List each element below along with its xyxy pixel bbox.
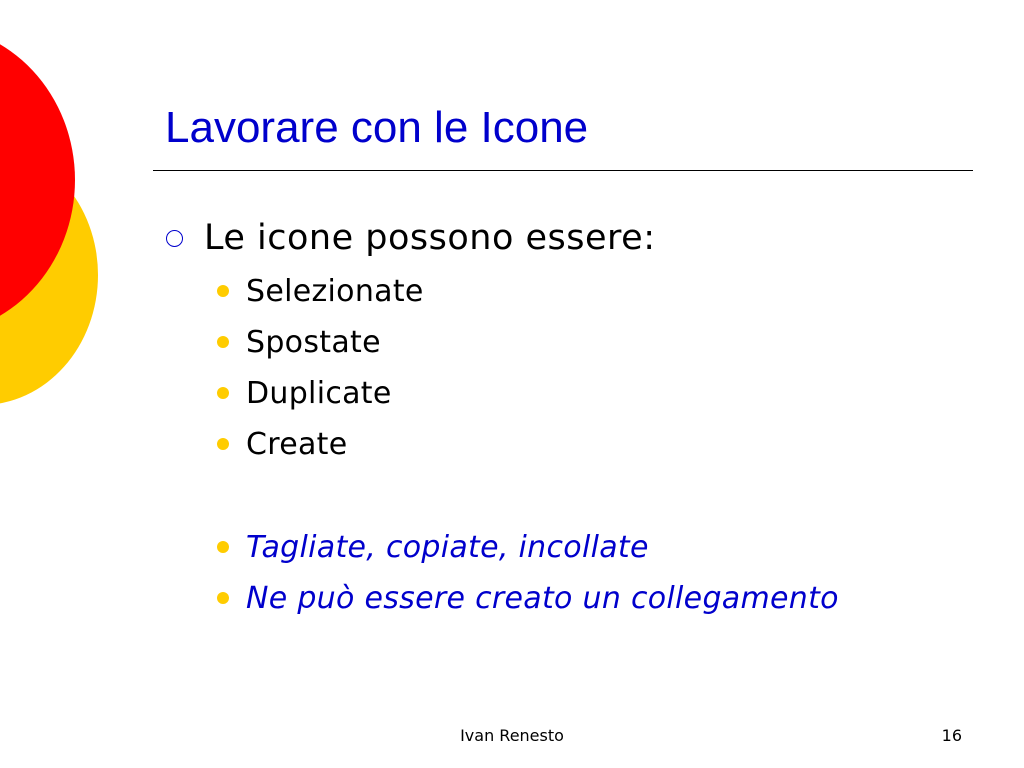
hollow-circle-bullet-icon [166, 230, 183, 247]
main-bullet-text: Le icone possono essere: [204, 218, 656, 258]
sub-bullet-text: Selezionate [246, 273, 424, 309]
dot-bullet-icon [217, 592, 229, 604]
footer-page-number: 16 [941, 726, 962, 745]
sub-bullet-text: Duplicate [246, 375, 392, 411]
emphasis-bullet-item [217, 578, 839, 618]
dot-bullet-icon [217, 336, 229, 348]
emphasis-bullet-text: Tagliate, copiate, incollate [246, 529, 649, 565]
sub-bullet-item [217, 424, 347, 464]
title-divider [153, 170, 973, 171]
sub-bullet-item [217, 271, 424, 311]
dot-bullet-icon [217, 541, 229, 553]
sub-bullet-text: Spostate [246, 324, 381, 360]
slide-title: Lavorare con le Icone [165, 103, 589, 152]
sub-bullet-item [217, 373, 392, 413]
dot-bullet-icon [217, 387, 229, 399]
sub-bullet-item [217, 322, 381, 362]
dot-bullet-icon [217, 285, 229, 297]
main-bullet-item [166, 214, 655, 262]
emphasis-bullet-item [217, 527, 649, 567]
emphasis-bullet-text: Ne può essere creato un collegamento [246, 580, 839, 616]
dot-bullet-icon [217, 438, 229, 450]
footer-author: Ivan Renesto [460, 726, 564, 745]
sub-bullet-text: Create [246, 426, 348, 462]
